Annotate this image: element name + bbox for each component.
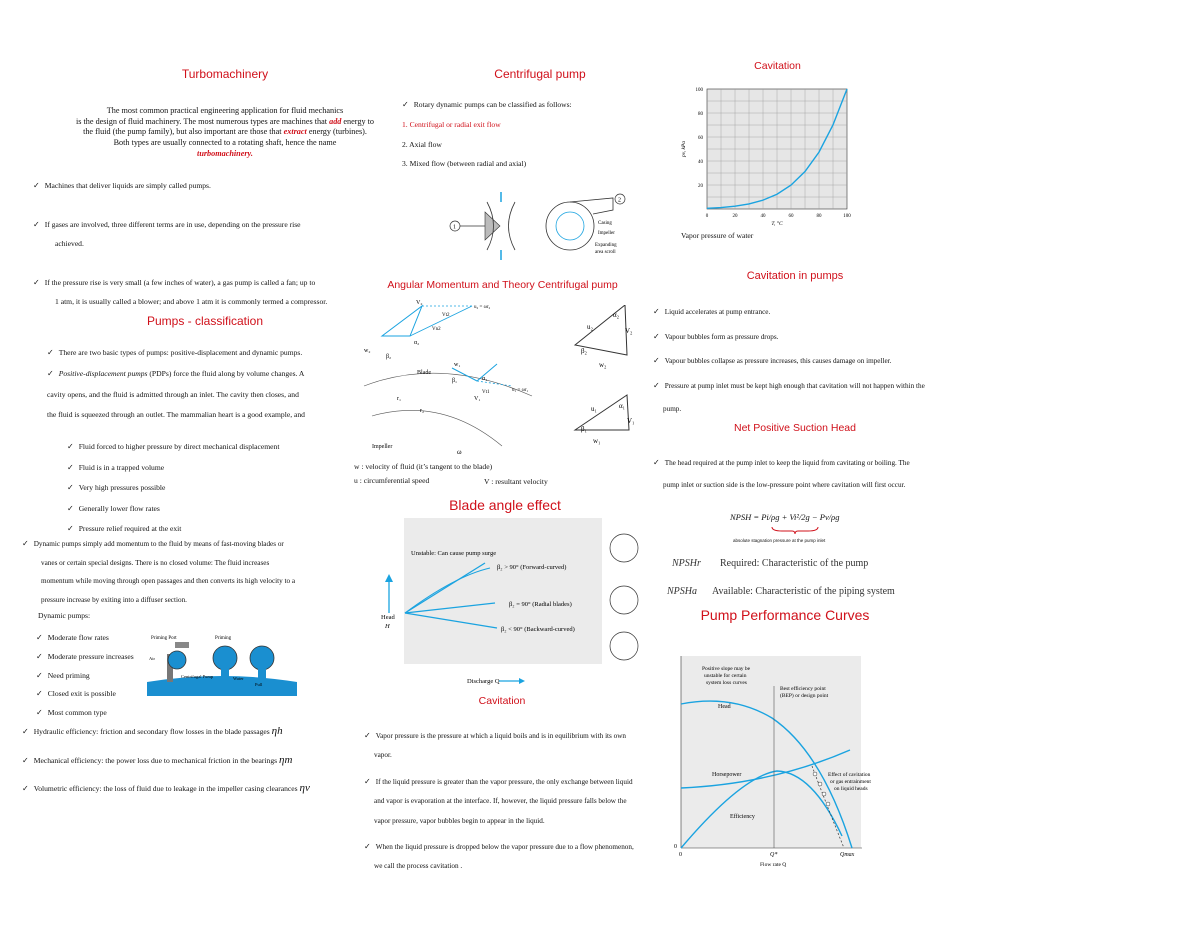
tri-a1-label: α₁ bbox=[619, 402, 626, 410]
npsh-title: Net Positive Suction Head bbox=[734, 422, 856, 434]
intro-paragraph bbox=[40, 106, 410, 159]
vt2-label: Vt2 bbox=[442, 313, 450, 318]
intro-line-1: The most common practical engineering application for fluid mechanics bbox=[106, 106, 344, 115]
y-tick-label: 100 bbox=[695, 88, 703, 93]
cav-line-6: ✓ When the liquid pressure is dropped below the vapor pressure due to a flow phenomenon, bbox=[364, 837, 634, 857]
centrifugal-pump-title: Centrifugal pump bbox=[494, 67, 586, 81]
pdp-cont-1: cavity opens, and the fluid is admitted through an inlet. The cavity then closes, and bbox=[47, 390, 299, 399]
cavitation-in-pumps-title: Cavitation in pumps bbox=[746, 270, 844, 282]
bullet-gases: ✓ If gases are involved, three different terms are in use, depending on the pressure rise bbox=[33, 220, 301, 230]
cav-line-2: vapor. bbox=[374, 751, 392, 760]
intro-line-4: Both types are usually connected to a rotating shaft, hence the name bbox=[113, 137, 337, 147]
list-item: ✓ Most common type bbox=[36, 704, 134, 723]
qstar-label: Q* bbox=[770, 852, 778, 858]
list-item: ✓ Need priming bbox=[36, 667, 134, 686]
legend-w: w : velocity of fluid (it’s tangent to the blade) bbox=[354, 462, 493, 471]
pd-items-list bbox=[67, 437, 279, 540]
list-item: ✓ Very high pressures possible bbox=[67, 478, 279, 499]
expanding-label: Expanding bbox=[595, 243, 617, 248]
x-tick-label: 80 bbox=[816, 214, 822, 219]
npsh-brace bbox=[770, 525, 820, 535]
x-tick-label: 40 bbox=[760, 214, 766, 219]
dynamic-pumps-paragraph bbox=[22, 535, 295, 609]
list-item: ✓ Pressure at pump inlet must be kept high enough that cavitation will not happen within the bbox=[653, 374, 925, 399]
y-tick-label: 20 bbox=[698, 184, 703, 189]
x-tick-label: 100 bbox=[843, 214, 851, 219]
bep-1: Best efficiency point bbox=[780, 686, 826, 692]
discharge-label: Discharge Q bbox=[467, 678, 500, 685]
bullet-machines: ✓ Machines that deliver liquids are simply called pumps. bbox=[33, 181, 211, 191]
list-item: ✓ Liquid accelerates at pump entrance. bbox=[653, 300, 925, 325]
class-axial: 2. Axial flow bbox=[402, 140, 442, 149]
head-curve-label: Head bbox=[718, 704, 731, 710]
beta2-label: β₂ bbox=[386, 354, 392, 360]
blade-label: Blade bbox=[417, 370, 431, 376]
tri-a2-label: α₂ bbox=[613, 311, 620, 319]
intro-line-5: turbomachinery. bbox=[197, 148, 253, 158]
vt1-label: Vt1 bbox=[482, 390, 490, 395]
cav-effect-3: on liquid heads bbox=[834, 786, 868, 792]
list-item: ✓ Vapour bubbles form as pressure drops. bbox=[653, 325, 925, 350]
h-label: H bbox=[385, 623, 390, 630]
cav-effect-2: or gas entrainment bbox=[830, 779, 871, 785]
intro-line-2: is the design of fluid machinery. The most numerous types are machines that add energy to bbox=[76, 116, 374, 126]
pos-slope-3: system loss curves bbox=[706, 680, 747, 686]
y-tick-label: 80 bbox=[698, 112, 703, 117]
priming-label: Priming bbox=[215, 636, 232, 641]
tri-b2-label: β₂ bbox=[581, 347, 588, 355]
cavitation-pumps-list bbox=[653, 300, 925, 422]
hydraulic-efficiency: ✓ Hydraulic efficiency: friction and secondary flow losses in the blade passages ηh bbox=[22, 725, 283, 739]
tri-w2-label: w₂ bbox=[599, 361, 607, 369]
npsh-desc-1: ✓ The head required at the pump inlet to keep the liquid from cavitating or boiling. The bbox=[653, 458, 910, 468]
blade-angle-figure bbox=[375, 518, 645, 693]
legend-u: u : circumferential speed bbox=[354, 476, 430, 485]
list-item-cont: pump. bbox=[663, 405, 682, 414]
centrifugal-label: Centrifugal Pump bbox=[181, 674, 214, 679]
radial-label: β₂ = 90° (Radial blades) bbox=[509, 601, 572, 608]
x-tick-label: 60 bbox=[788, 214, 794, 219]
bullet-pdp: ✓ Positive-displacement pumps (PDPs) force the fluid along by volume changes. A bbox=[47, 369, 304, 379]
x-tick-label: 20 bbox=[732, 214, 738, 219]
v2-label: V₂ bbox=[416, 300, 423, 306]
pull-label: Pull bbox=[255, 682, 263, 687]
cav-line-7: we call the process cavitation . bbox=[374, 862, 463, 871]
alpha2-label: α₂ bbox=[414, 340, 420, 346]
list-item: ✓ Fluid forced to higher pressure by direct mechanical displacement bbox=[67, 437, 279, 458]
pump-performance-title: Pump Performance Curves bbox=[700, 607, 870, 623]
cav-line-1: ✓ Vapor pressure is the pressure at which a liquid boils and is in equilibrium with its own bbox=[364, 726, 634, 746]
list-item: ✓ Fluid is in a trapped volume bbox=[67, 458, 279, 479]
w1-label: w₁ bbox=[454, 362, 461, 368]
mechanical-efficiency: ✓ Mechanical efficiency: the power loss due to mechanical friction in the bearings ηm bbox=[22, 754, 292, 768]
qmax-label: Qmax bbox=[840, 852, 855, 858]
station-2-label: 2 bbox=[618, 197, 621, 204]
chart-caption: Vapor pressure of water bbox=[681, 231, 754, 240]
impeller-label: Impeller bbox=[598, 231, 615, 236]
station-1-label: 1 bbox=[453, 224, 456, 231]
cavitation-title-col2: Cavitation bbox=[478, 695, 526, 707]
backward-curved-label: β₂ < 90° (Backward-curved) bbox=[501, 626, 575, 633]
bullet-pressure-rise-cont: 1 atm, it is usually called a blower; and above 1 atm it is commonly termed a compressor. bbox=[55, 297, 328, 306]
x-axis-label: T, °C bbox=[771, 221, 783, 227]
beta1-label: β₁ bbox=[452, 378, 458, 384]
legend-V: V : resultant velocity bbox=[484, 477, 548, 486]
forward-curved-label: β₂ > 90° (Forward-curved) bbox=[497, 564, 567, 571]
list-item: ✓ Generally lower flow rates bbox=[67, 499, 279, 520]
tri-w1-label: w₁ bbox=[593, 437, 601, 445]
efficiency-label: Efficiency bbox=[730, 814, 755, 820]
y-tick-label: 40 bbox=[698, 160, 703, 165]
list-item: ✓ Moderate flow rates bbox=[36, 629, 134, 648]
intro-line-3: the fluid (the pump family), but also important are those that extract energy (turbines). bbox=[83, 127, 367, 137]
cav-line-4: and vapor is evaporation at the interface. If, however, the liquid pressure falls below the bbox=[374, 797, 627, 806]
cav-line-3: ✓ If the liquid pressure is greater than the vapor pressure, the only exchange between liquid bbox=[364, 772, 634, 792]
npshr-desc: Required: Characteristic of the pump bbox=[720, 558, 869, 569]
list-item: ✓ Moderate pressure increases bbox=[36, 648, 134, 667]
unstable-label: Unstable: Can cause pump surge bbox=[411, 550, 497, 557]
x-tick-label: 0 bbox=[705, 214, 709, 219]
y-axis-label: pv, kPa bbox=[681, 140, 687, 158]
pos-slope-2: unstable for certain bbox=[704, 673, 747, 679]
tri-v1-label: V₁ bbox=[627, 417, 635, 425]
class-mixed: 3. Mixed flow (between radial and axial) bbox=[402, 159, 527, 168]
npsh-note: absolute stagnation pressure at the pump inlet bbox=[733, 538, 826, 543]
list-item: ✓ Vapour bubbles collapse as pressure increases, this causes damage on impeller. bbox=[653, 349, 925, 374]
priming-pump-figure bbox=[147, 630, 297, 696]
zero-y-label: 0 bbox=[674, 844, 677, 850]
list-item: ✓ Closed exit is possible bbox=[36, 685, 134, 704]
r2-label: r₂ bbox=[420, 408, 425, 414]
cav-line-5: vapor pressure, vapor bubbles begin to appear in the liquid. bbox=[374, 816, 545, 825]
alpha1-label: α₁ bbox=[482, 376, 488, 382]
dyn-items-list bbox=[36, 629, 134, 723]
bullet-two-types: ✓ There are two basic types of pumps: positive-displacement and dynamic pumps. bbox=[47, 348, 302, 358]
v1-label: V₁ bbox=[474, 396, 481, 402]
pdp-cont-2: the fluid is squeezed through an outlet. The mammalian heart is a good example, and bbox=[47, 410, 305, 419]
npsha-desc: Available: Characteristic of the piping system bbox=[712, 586, 895, 597]
water-label: Water bbox=[233, 676, 244, 681]
blade-angle-title: Blade angle effect bbox=[449, 497, 561, 513]
pos-slope-1: Positive slope may be bbox=[702, 666, 751, 672]
head-label: Head bbox=[381, 614, 395, 621]
centrifugal-pump-figure bbox=[445, 182, 635, 262]
air-label: Air bbox=[149, 656, 155, 661]
tri-b1-label: β₁ bbox=[581, 425, 588, 433]
performance-curves bbox=[672, 656, 872, 872]
bullet-pressure-rise: ✓ If the pressure rise is very small (a few inches of water), a gas pump is called a fan; up to bbox=[33, 278, 315, 288]
y-tick-label: 60 bbox=[698, 136, 703, 141]
cavitation-title-col3: Cavitation bbox=[754, 60, 801, 72]
r1-label: r₁ bbox=[397, 396, 402, 402]
dyn-line-3: momentum while moving through open passages and then converts its high velocity to a bbox=[41, 577, 296, 585]
turbomachinery-title: Turbomachinery bbox=[181, 67, 269, 81]
bullet-gases-cont: achieved. bbox=[55, 239, 84, 248]
cavitation-paragraph bbox=[364, 726, 634, 877]
vapor-pressure-chart bbox=[675, 83, 860, 228]
omega-label: ω bbox=[457, 448, 462, 456]
horsepower-label: Horsepower bbox=[712, 772, 742, 778]
cav-effect-1: Effect of cavitation bbox=[828, 772, 871, 778]
dyn-line-2: vanes or certain special designs. There is no closed volume: The fluid increases bbox=[41, 558, 270, 567]
dyn-line-1: ✓ Dynamic pumps simply add momentum to the fluid by means of fast-moving blades or bbox=[22, 535, 295, 554]
npsh-desc-2: pump inlet or suction side is the low-pressure point where cavitation will first occur. bbox=[663, 481, 906, 489]
u1-omega-label: u₁ = ωr₁ bbox=[512, 388, 529, 393]
velocity-triangles bbox=[565, 305, 645, 455]
dynamic-pumps-label: Dynamic pumps: bbox=[38, 611, 91, 620]
w2-label: w₂ bbox=[364, 348, 371, 354]
tri-u2-label: u₂ bbox=[587, 323, 593, 331]
list-item: ✓ Pressure relief required at the exit bbox=[67, 519, 279, 540]
area-scroll-label: area scroll bbox=[595, 250, 616, 255]
volumetric-efficiency: ✓ Volumetric efficiency: the loss of fluid due to leakage in the impeller casing clearances ηv bbox=[22, 782, 310, 796]
rotary-classified: ✓ Rotary dynamic pumps can be classified as follows: bbox=[402, 100, 572, 110]
npsha-symbol: NPSHa bbox=[667, 586, 697, 597]
bep-2: (BEP) or design point bbox=[780, 693, 829, 699]
velocity-diagram bbox=[362, 296, 542, 456]
dyn-line-4: pressure increase by exiting into a diffuser section. bbox=[41, 595, 187, 604]
flow-rate-label: Flow rate Q bbox=[760, 862, 787, 868]
casing-label: Casing bbox=[598, 221, 612, 226]
u2-omega-label: u₂ = ωr₂ bbox=[474, 305, 491, 310]
class-centrifugal: 1. Centrifugal or radial exit flow bbox=[402, 120, 501, 129]
vn2-label: Vn2 bbox=[432, 327, 441, 332]
npshr-symbol: NPSHr bbox=[672, 558, 701, 569]
tri-u1-label: u₁ bbox=[591, 405, 597, 413]
impeller-fig-label: Impeller bbox=[372, 444, 393, 450]
angular-momentum-title: Angular Momentum and Theory Centrifugal pump bbox=[387, 279, 618, 291]
zero-x-label: 0 bbox=[679, 852, 682, 858]
pumps-classification-title: Pumps - classification bbox=[146, 314, 264, 328]
priming-port-label: Priming Port bbox=[151, 636, 177, 641]
tri-v2-label: V₂ bbox=[625, 327, 633, 335]
npsh-equation: NPSH = Pi/ρg + Vi²/2g − Pv/ρg bbox=[730, 512, 840, 522]
